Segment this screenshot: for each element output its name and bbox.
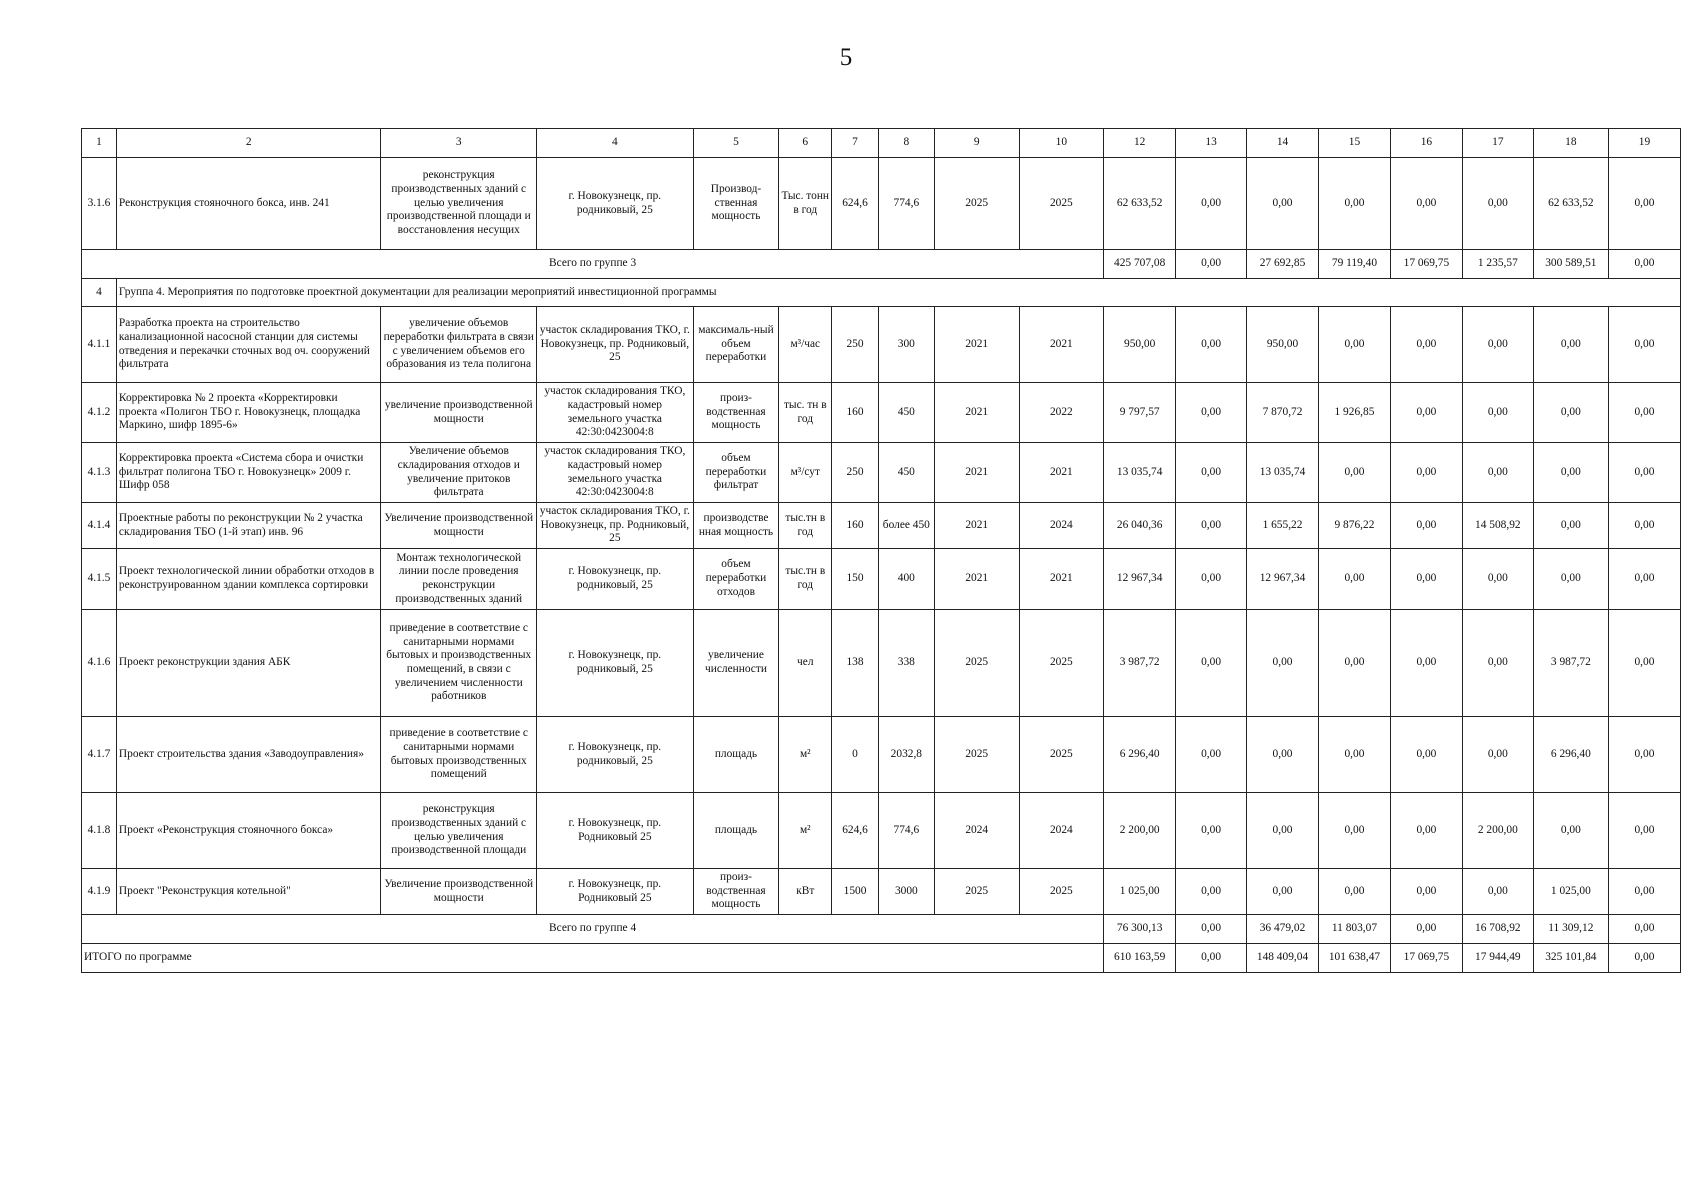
table-cell: Увеличение производственной мощности (381, 869, 537, 915)
table-cell: 0 (832, 717, 879, 793)
column-number-header: 1 (82, 129, 117, 158)
row-number-cell: 4.1.1 (82, 307, 117, 383)
table-cell: 0,00 (1462, 549, 1533, 610)
table-cell: площадь (693, 717, 779, 793)
table-header-row (82, 129, 1681, 158)
table-cell: 0,00 (1176, 793, 1247, 869)
table-cell: реконструкция производственных зданий с целью увеличения производственной площади и восстановления несущих (381, 158, 537, 250)
column-number-header: 18 (1533, 129, 1608, 158)
table-cell: 2021 (934, 549, 1019, 610)
table-cell: 12 967,34 (1247, 549, 1319, 610)
table-cell: Тыс. тонн в год (779, 158, 832, 250)
table-cell: Проект технологической линии обработки отходов в реконструированном здании комплекса сортировки (116, 549, 381, 610)
table-cell: 0,00 (1390, 717, 1462, 793)
group-4-total-row-label: Всего по группе 4 (82, 915, 1104, 944)
table-cell: 0,00 (1462, 443, 1533, 503)
table-cell: г. Новокузнецк, пр. родниковый, 25 (537, 610, 694, 717)
grand-total-row-value: 17 944,49 (1462, 944, 1533, 973)
table-cell: 0,00 (1390, 158, 1462, 250)
row-number-cell: 3.1.6 (82, 158, 117, 250)
table-cell: приведение в соответствие с санитарными нормами бытовых и производственных помещений, в связи с увеличением численности работников (381, 610, 537, 717)
column-number-header: 7 (832, 129, 879, 158)
table-cell: 2 200,00 (1462, 793, 1533, 869)
table-cell: 0,00 (1390, 443, 1462, 503)
column-number-header: 14 (1247, 129, 1319, 158)
table-cell: 12 967,34 (1104, 549, 1176, 610)
column-number-header: 16 (1390, 129, 1462, 158)
table-cell: 2024 (1019, 503, 1104, 549)
table-cell: Проект реконструкции здания АБК (116, 610, 381, 717)
row-number-cell: 4.1.2 (82, 383, 117, 443)
table-cell: г. Новокузнецк, пр. Родниковый 25 (537, 793, 694, 869)
column-number-header: 10 (1019, 129, 1104, 158)
column-number-header: 13 (1176, 129, 1247, 158)
table-cell: 0,00 (1318, 158, 1390, 250)
table-cell: Разработка проекта на строительство канализационной насосной станции для системы отведения и перекачки сточных вод оч. сооружений фильтрата (116, 307, 381, 383)
table-cell: м³/сут (779, 443, 832, 503)
table-cell: 9 876,22 (1318, 503, 1390, 549)
table-cell: 0,00 (1176, 443, 1247, 503)
column-number-header: 6 (779, 129, 832, 158)
group-4-total-row (82, 915, 1681, 944)
table-cell: 0,00 (1176, 503, 1247, 549)
investment-program-table (81, 128, 1681, 973)
table-cell: Корректировка № 2 проекта «Корректировки проекта «Полигон ТБО г. Новокузнецк, площадка Маркино, шифр 1895-6» (116, 383, 381, 443)
table-cell: 2032,8 (878, 717, 934, 793)
column-number-header: 8 (878, 129, 934, 158)
table-cell: 0,00 (1533, 549, 1608, 610)
table-cell: 0,00 (1533, 307, 1608, 383)
table-cell: 2021 (1019, 307, 1104, 383)
table-cell: 2025 (934, 869, 1019, 915)
column-number-header: 17 (1462, 129, 1533, 158)
table-cell: увеличение объемов переработки фильтрата в связи с увеличением объемов его образования из тела полигона (381, 307, 537, 383)
table-cell: 0,00 (1390, 793, 1462, 869)
table-cell: 0,00 (1462, 717, 1533, 793)
table-cell: 0,00 (1390, 503, 1462, 549)
table-cell: 0,00 (1247, 793, 1319, 869)
table-cell: 2021 (934, 307, 1019, 383)
table-cell: 0,00 (1608, 503, 1680, 549)
column-number-header: 3 (381, 129, 537, 158)
table-cell: 774,6 (878, 158, 934, 250)
group-3-total-row-value: 0,00 (1176, 250, 1247, 279)
table-cell: 2024 (934, 793, 1019, 869)
group-3-total-row-value: 425 707,08 (1104, 250, 1176, 279)
table-cell: 0,00 (1608, 610, 1680, 717)
row-number-cell: 4.1.4 (82, 503, 117, 549)
table-cell: реконструкция производственных зданий с целью увеличения производственной площади (381, 793, 537, 869)
table-cell: Производ-ственная мощность (693, 158, 779, 250)
table-cell: Увеличение объемов складирования отходов и увеличение притоков фильтрата (381, 443, 537, 503)
table-cell: 624,6 (832, 158, 879, 250)
table-cell: 3 987,72 (1104, 610, 1176, 717)
table-cell: 1 025,00 (1533, 869, 1608, 915)
table-cell: 2025 (1019, 869, 1104, 915)
table-cell: Монтаж технологической линии после проведения реконструкции производственных зданий (381, 549, 537, 610)
table-cell: 450 (878, 443, 934, 503)
group-4-total-row-value: 0,00 (1608, 915, 1680, 944)
table-cell: участок складирования ТКО, кадастровый номер земельного участка 42:30:0423004:8 (537, 443, 694, 503)
table-cell: 2021 (934, 503, 1019, 549)
table-cell: увеличение производственной мощности (381, 383, 537, 443)
table-cell: 2022 (1019, 383, 1104, 443)
table-cell: 0,00 (1608, 869, 1680, 915)
table-row (82, 610, 1681, 717)
table-row (82, 443, 1681, 503)
table-cell: 2025 (1019, 717, 1104, 793)
table-row (82, 307, 1681, 383)
table-cell: 624,6 (832, 793, 879, 869)
table-cell: 0,00 (1533, 383, 1608, 443)
group-4-total-row-value: 11 309,12 (1533, 915, 1608, 944)
table-cell: объем переработки отходов (693, 549, 779, 610)
table-cell: 0,00 (1462, 869, 1533, 915)
table-cell: 0,00 (1390, 610, 1462, 717)
table-cell: 2021 (934, 383, 1019, 443)
table-cell: более 450 (878, 503, 934, 549)
table-cell: 2025 (934, 158, 1019, 250)
table-cell: 2 200,00 (1104, 793, 1176, 869)
table-cell: 3 987,72 (1533, 610, 1608, 717)
table-cell: 0,00 (1176, 610, 1247, 717)
table-cell: г. Новокузнецк, пр. Родниковый 25 (537, 869, 694, 915)
grand-total-row-value: 17 069,75 (1390, 944, 1462, 973)
group-3-total-row-value: 1 235,57 (1462, 250, 1533, 279)
column-number-header: 4 (537, 129, 694, 158)
table-cell: 0,00 (1176, 717, 1247, 793)
table-cell: м² (779, 717, 832, 793)
table-cell: 450 (878, 383, 934, 443)
table-cell: 0,00 (1318, 549, 1390, 610)
table-cell: 0,00 (1608, 307, 1680, 383)
table-cell: чел (779, 610, 832, 717)
table-cell: 62 633,52 (1104, 158, 1176, 250)
table-cell: участок складирования ТКО, г. Новокузнецк, пр. Родниковый, 25 (537, 503, 694, 549)
row-number-cell: 4.1.5 (82, 549, 117, 610)
table-cell: 0,00 (1318, 869, 1390, 915)
table-cell: 0,00 (1608, 793, 1680, 869)
table-cell: 138 (832, 610, 879, 717)
table-row (82, 503, 1681, 549)
table-row (82, 158, 1681, 250)
table-row (82, 717, 1681, 793)
group-4-heading-row (82, 279, 1681, 307)
table-cell: 0,00 (1608, 383, 1680, 443)
table-cell: 7 870,72 (1247, 383, 1319, 443)
table-cell: 0,00 (1247, 717, 1319, 793)
table-cell: 3000 (878, 869, 934, 915)
row-number-cell: 4.1.3 (82, 443, 117, 503)
group-3-total-row-label: Всего по группе 3 (82, 250, 1104, 279)
group-4-total-row-value: 36 479,02 (1247, 915, 1319, 944)
table-cell: 2025 (1019, 158, 1104, 250)
table-cell: 0,00 (1318, 307, 1390, 383)
grand-total-row-value: 610 163,59 (1104, 944, 1176, 973)
table-cell: 14 508,92 (1462, 503, 1533, 549)
table-cell: 0,00 (1318, 443, 1390, 503)
column-number-header: 15 (1318, 129, 1390, 158)
table-cell: 0,00 (1390, 869, 1462, 915)
column-number-header: 2 (116, 129, 381, 158)
group-4-total-row-value: 11 803,07 (1318, 915, 1390, 944)
table-cell: 0,00 (1318, 793, 1390, 869)
table-cell: 1 025,00 (1104, 869, 1176, 915)
group-3-total-row (82, 250, 1681, 279)
table-cell: 6 296,40 (1104, 717, 1176, 793)
table-row (82, 793, 1681, 869)
table-cell: г. Новокузнецк, пр. родниковый, 25 (537, 549, 694, 610)
grand-total-row-value: 325 101,84 (1533, 944, 1608, 973)
table-cell: 0,00 (1608, 443, 1680, 503)
table-cell: 0,00 (1247, 158, 1319, 250)
table-cell: 0,00 (1608, 549, 1680, 610)
table-cell: 250 (832, 307, 879, 383)
row-number-cell: 4.1.6 (82, 610, 117, 717)
table-cell: участок складирования ТКО, кадастровый номер земельного участка 42:30:0423004:8 (537, 383, 694, 443)
table-cell: 13 035,74 (1104, 443, 1176, 503)
table-cell: 13 035,74 (1247, 443, 1319, 503)
table-cell: 0,00 (1533, 503, 1608, 549)
table-cell: 0,00 (1533, 793, 1608, 869)
table-cell: г. Новокузнецк, пр. родниковый, 25 (537, 717, 694, 793)
table-cell: 0,00 (1608, 717, 1680, 793)
table-cell: участок складирования ТКО, г. Новокузнецк, пр. Родниковый, 25 (537, 307, 694, 383)
column-number-header: 12 (1104, 129, 1176, 158)
table-cell: 2021 (1019, 443, 1104, 503)
group-3-total-row-value: 17 069,75 (1390, 250, 1462, 279)
table-cell: 0,00 (1247, 610, 1319, 717)
grand-total-row-label: ИТОГО по программе (82, 944, 1104, 973)
table-cell: Проектные работы по реконструкции № 2 участка складирования ТБО (1-й этап) инв. 96 (116, 503, 381, 549)
table-cell: тыс.тн в год (779, 549, 832, 610)
investment-table-container (81, 128, 1681, 973)
table-cell: 2025 (934, 610, 1019, 717)
table-cell: 160 (832, 383, 879, 443)
table-cell: 2025 (1019, 610, 1104, 717)
table-cell: тыс. тн в год (779, 383, 832, 443)
table-cell: 0,00 (1462, 307, 1533, 383)
table-cell: 0,00 (1176, 869, 1247, 915)
table-cell: Проект строительства здания «Заводоуправления» (116, 717, 381, 793)
table-cell: 160 (832, 503, 879, 549)
group-3-total-row-value: 0,00 (1608, 250, 1680, 279)
table-cell: максималь-ный объем переработки (693, 307, 779, 383)
table-cell: 62 633,52 (1533, 158, 1608, 250)
table-row (82, 869, 1681, 915)
group-4-total-row-value: 0,00 (1176, 915, 1247, 944)
group-4-total-row-value: 0,00 (1390, 915, 1462, 944)
table-cell: 0,00 (1608, 158, 1680, 250)
table-cell: Проект «Реконструкция стояночного бокса» (116, 793, 381, 869)
row-number-cell: 4.1.7 (82, 717, 117, 793)
table-cell: 0,00 (1462, 158, 1533, 250)
table-cell: 950,00 (1247, 307, 1319, 383)
table-cell: объем переработки фильтрат (693, 443, 779, 503)
grand-total-row-value: 0,00 (1608, 944, 1680, 973)
table-cell: произ-водственная мощность (693, 869, 779, 915)
table-cell: 0,00 (1462, 383, 1533, 443)
group-4-title: Группа 4. Мероприятия по подготовке проектной документации для реализации мероприятий инвестиционной программы (116, 279, 1680, 307)
table-cell: 0,00 (1247, 869, 1319, 915)
grand-total-row-value: 0,00 (1176, 944, 1247, 973)
table-cell: 0,00 (1176, 158, 1247, 250)
table-cell: 9 797,57 (1104, 383, 1176, 443)
table-cell: м³/час (779, 307, 832, 383)
table-cell: площадь (693, 793, 779, 869)
table-cell: 150 (832, 549, 879, 610)
table-row (82, 549, 1681, 610)
table-cell: 300 (878, 307, 934, 383)
table-cell: 0,00 (1390, 383, 1462, 443)
table-cell: 338 (878, 610, 934, 717)
table-cell: 2021 (934, 443, 1019, 503)
table-cell: 2025 (934, 717, 1019, 793)
table-cell: г. Новокузнецк, пр. родниковый, 25 (537, 158, 694, 250)
table-cell: 6 296,40 (1533, 717, 1608, 793)
table-cell: тыс.тн в год (779, 503, 832, 549)
table-cell: 2021 (1019, 549, 1104, 610)
table-cell: Реконструкция стояночного бокса, инв. 241 (116, 158, 381, 250)
table-cell: 0,00 (1176, 549, 1247, 610)
table-cell: 1 926,85 (1318, 383, 1390, 443)
group-3-total-row-value: 27 692,85 (1247, 250, 1319, 279)
grand-total-row-value: 148 409,04 (1247, 944, 1319, 973)
table-cell: кВт (779, 869, 832, 915)
page-number: 5 (839, 44, 853, 71)
table-cell: 0,00 (1318, 717, 1390, 793)
column-number-header: 5 (693, 129, 779, 158)
table-cell: Корректировка проекта «Система сбора и очистки фильтрат полигона ТБО г. Новокузнецк» 2009 г. Шифр 058 (116, 443, 381, 503)
table-cell: 1500 (832, 869, 879, 915)
table-cell: 0,00 (1176, 307, 1247, 383)
table-cell: 0,00 (1390, 307, 1462, 383)
row-number-cell: 4.1.9 (82, 869, 117, 915)
table-cell: 0,00 (1533, 443, 1608, 503)
table-cell: Увеличение производственной мощности (381, 503, 537, 549)
table-cell: 0,00 (1176, 383, 1247, 443)
table-cell: 250 (832, 443, 879, 503)
column-number-header: 9 (934, 129, 1019, 158)
table-cell: Проект "Реконструкция котельной" (116, 869, 381, 915)
table-cell: 950,00 (1104, 307, 1176, 383)
table-cell: 400 (878, 549, 934, 610)
group-3-total-row-value: 79 119,40 (1318, 250, 1390, 279)
table-cell: произ-водственная мощность (693, 383, 779, 443)
table-cell: м² (779, 793, 832, 869)
group-4-total-row-value: 76 300,13 (1104, 915, 1176, 944)
table-cell: 2024 (1019, 793, 1104, 869)
group-4-number: 4 (82, 279, 117, 307)
table-cell: производстве нная мощность (693, 503, 779, 549)
table-cell: 26 040,36 (1104, 503, 1176, 549)
table-cell: 1 655,22 (1247, 503, 1319, 549)
table-cell: увеличение численности (693, 610, 779, 717)
grand-total-row (82, 944, 1681, 973)
table-cell: 0,00 (1318, 610, 1390, 717)
table-cell: 0,00 (1462, 610, 1533, 717)
table-cell: 774,6 (878, 793, 934, 869)
table-row (82, 383, 1681, 443)
row-number-cell: 4.1.8 (82, 793, 117, 869)
table-cell: 0,00 (1390, 549, 1462, 610)
grand-total-row-value: 101 638,47 (1318, 944, 1390, 973)
table-cell: приведение в соответствие с санитарными нормами бытовых производственных помещений (381, 717, 537, 793)
column-number-header: 19 (1608, 129, 1680, 158)
group-3-total-row-value: 300 589,51 (1533, 250, 1608, 279)
group-4-total-row-value: 16 708,92 (1462, 915, 1533, 944)
